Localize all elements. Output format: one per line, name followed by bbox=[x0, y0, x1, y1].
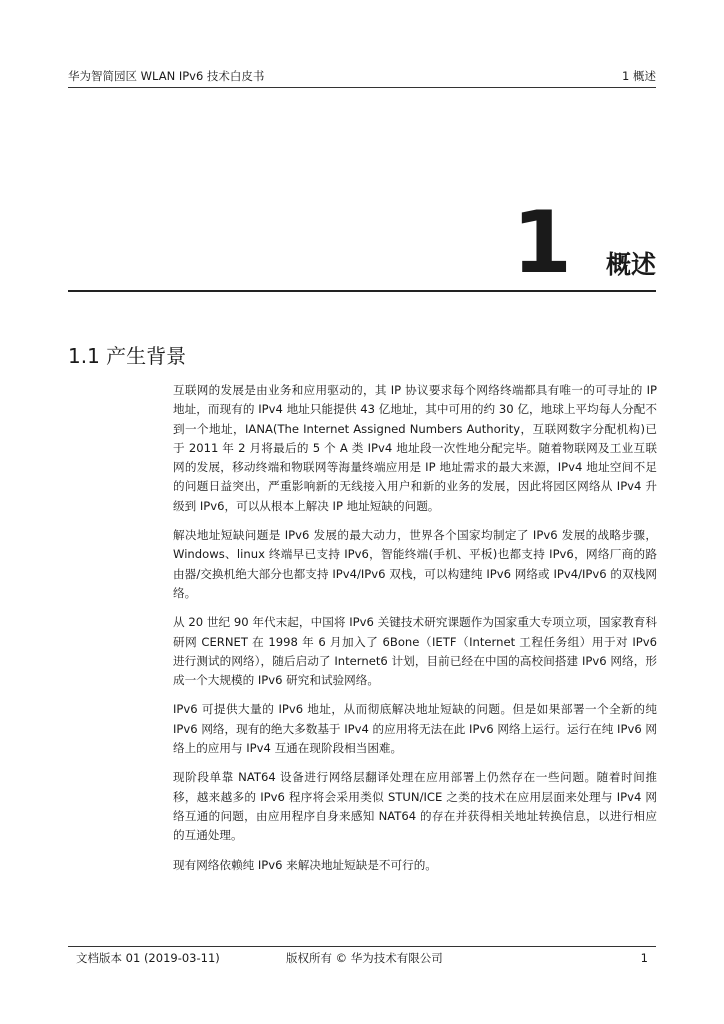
chapter-heading bbox=[68, 193, 656, 293]
paragraph: 从 20 世纪 90 年代末起，中国将 IPv6 关键技术研究课题作为国家重大专项立项，国家教育科研网 CERNET 在 1998 年 6 月加入了 6Bone（IETF（Internet 工程任务组）用于对 IPv6 进行测试的网络），随后启动了 Internet6 计划，目前已经在中国的高校间搭建 IPv6 网络，形成一个大规模的 IPv6 研究和试验网络。 bbox=[173, 615, 657, 688]
header-chapter-ref: 1 概述 bbox=[622, 69, 656, 83]
page-footer bbox=[68, 946, 656, 967]
document-title: 华为智简园区 WLAN IPv6 技术白皮书 bbox=[68, 69, 265, 83]
paragraph: 解决地址短缺问题是 IPv6 发展的最大动力，世界各个国家均制定了 IPv6 发展的战略步骤，Windows、linux 终端早已支持 IPv6，智能终端(手机、平板)也都支持 IPv6，网络厂商的路由器/交换机绝大部分也都支持 IPv4/IPv6 双栈，可以构建纯 IPv6 网络或 IPv4/IPv6 的双栈网络。 bbox=[173, 528, 657, 600]
document-version: 文档版本 01 (2019-03-11) bbox=[76, 951, 220, 965]
paragraph: 现阶段单靠 NAT64 设备进行网络层翻译处理在应用部署上仍然存在一些问题。随着时间推移，越来越多的 IPv6 程序将会采用类似 STUN/ICE 之类的技术在应用层面来处理与 IPv4 网络互通的问题，由应用程序自身来感知 NAT64 的存在并获得相关地址转换信息，以进行相应的互通处理。 bbox=[173, 770, 657, 843]
chapter-number: 1 bbox=[512, 193, 572, 293]
paragraph: IPv6 可提供大量的 IPv6 地址，从而彻底解决地址短缺的问题。但是如果部署一个全新的纯 IPv6 网络，现有的绝大多数基于 IPv4 的应用将无法在此 IPv6 网络上运行。运行在纯 IPv6 网络上的应用与 IPv4 互通在现阶段相当困难。 bbox=[173, 702, 657, 756]
chapter-title: 概述 bbox=[605, 250, 656, 279]
copyright-notice: 版权所有 © 华为技术有限公司 bbox=[286, 951, 443, 965]
paragraph: 互联网的发展是由业务和应用驱动的，其 IP 协议要求每个网络终端都具有唯一的可寻址的 IP 地址，而现有的 IPv4 地址只能提供 43 亿地址，其中可用的约 30 亿，地球上平均每人分配不到一个地址，IANA(The Internet Assigned Numbers Authority，互联网数字分配机构)已于 2011 年 2 月将最后的 5 个 A 类 IPv4 地址段一次性地分配完毕。随着物联网及工业互联网的发展，移动终端和物联网等海量终端应用是 IP 地址需求的最大来源，IPv4 地址空间不足的问题日益突出，严重影响新的无线接入用户和新的业务的发展，因此将园区网络从 IPv4 升级到 IPv6，可以从根本上解决 IP 地址短缺的问题。 bbox=[173, 383, 657, 513]
page-header bbox=[68, 67, 656, 88]
section-body bbox=[173, 381, 657, 885]
section-heading: 1.1 产生背景 bbox=[68, 344, 187, 368]
paragraph: 现有网络依赖纯 IPv6 来解决地址短缺是不可行的。 bbox=[173, 857, 437, 872]
page-number: 1 bbox=[640, 951, 648, 965]
